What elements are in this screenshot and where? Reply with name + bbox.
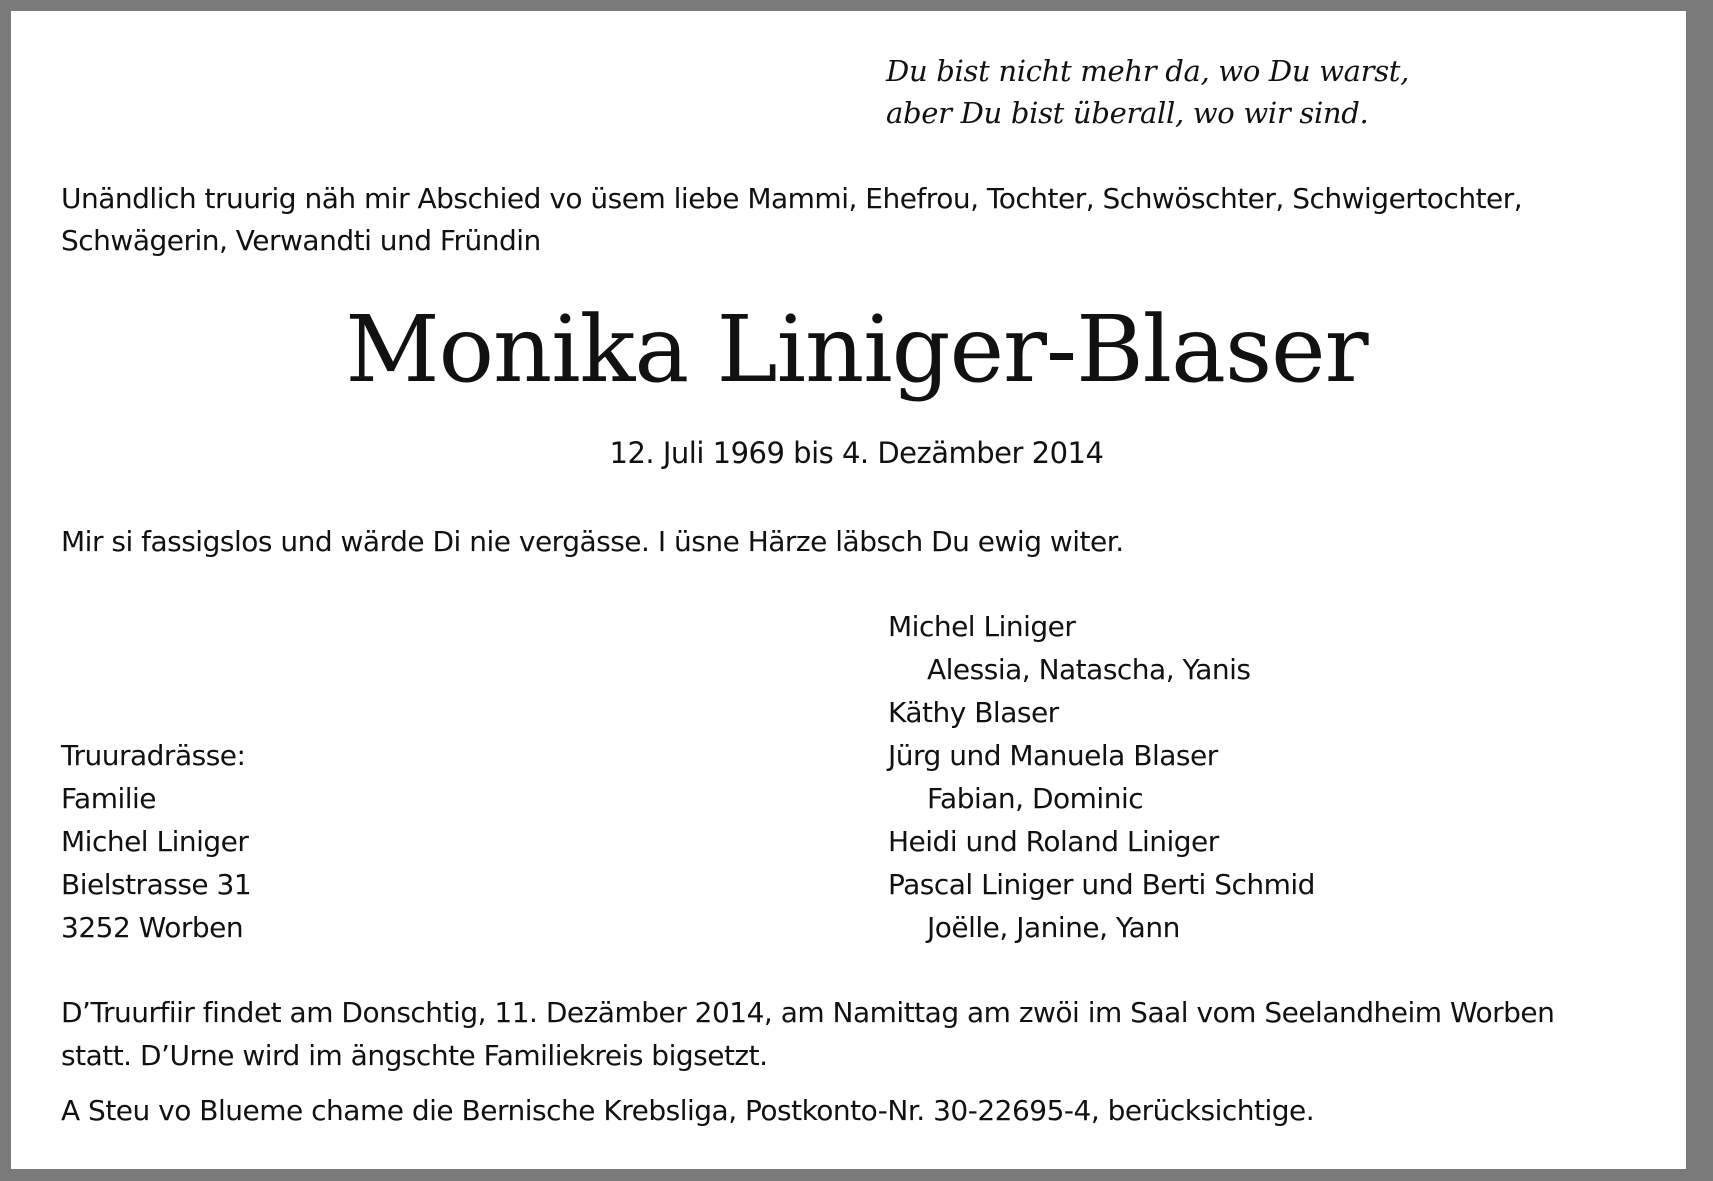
quote-line-2: aber Du bist überall, wo wir sind. bbox=[886, 96, 1369, 130]
address-line-4: 3252 Worben bbox=[61, 911, 244, 944]
address-label: Truuradrässe: bbox=[61, 739, 246, 772]
mourners-list bbox=[888, 605, 1315, 949]
mourner-line: Pascal Liniger und Berti Schmid bbox=[888, 868, 1315, 901]
mourner-line: Käthy Blaser bbox=[888, 696, 1059, 729]
ceremony-line-1: D’Truurfiir findet am Donschtig, 11. Dezämber 2014, am Namittag am zwöi im Saal vom Seelandheim Worben bbox=[61, 996, 1555, 1029]
intro-line-2: Schwägerin, Verwandti und Fründin bbox=[61, 224, 541, 257]
mourner-line: Jürg und Manuela Blaser bbox=[888, 739, 1218, 772]
mourner-line: Heidi und Roland Liniger bbox=[888, 825, 1219, 858]
address-line-1: Familie bbox=[61, 782, 157, 815]
address-line-3: Bielstrasse 31 bbox=[61, 868, 252, 901]
intro-line-1: Unändlich truurig näh mir Abschied vo üsem liebe Mammi, Ehefrou, Tochter, Schwöschter, Schwigertochter, bbox=[61, 182, 1523, 215]
life-dates: 12. Juli 1969 bis 4. Dezämber 2014 bbox=[609, 436, 1104, 470]
deceased-name: Monika Liniger-Blaser bbox=[345, 296, 1368, 403]
mourner-line: Alessia, Natascha, Yanis bbox=[927, 653, 1251, 686]
quote-line-1: Du bist nicht mehr da, wo Du warst, bbox=[886, 54, 1410, 88]
mourning-address bbox=[61, 734, 251, 949]
ceremony-line-2: statt. D’Urne wird im ängschte Familiekreis bigsetzt. bbox=[61, 1039, 768, 1072]
mourner-line: Fabian, Dominic bbox=[927, 782, 1144, 815]
tribute-text: Mir si fassigslos und wärde Di nie vergässe. I üsne Härze läbsch Du ewig witer. bbox=[61, 525, 1124, 558]
address-line-2: Michel Liniger bbox=[61, 825, 249, 858]
donation-text: A Steu vo Blueme chame die Bernische Krebsliga, Postkonto-Nr. 30-22695-4, berücksichtige. bbox=[61, 1094, 1315, 1127]
mourner-line: Michel Liniger bbox=[888, 610, 1076, 643]
mourner-line: Joëlle, Janine, Yann bbox=[927, 911, 1180, 944]
